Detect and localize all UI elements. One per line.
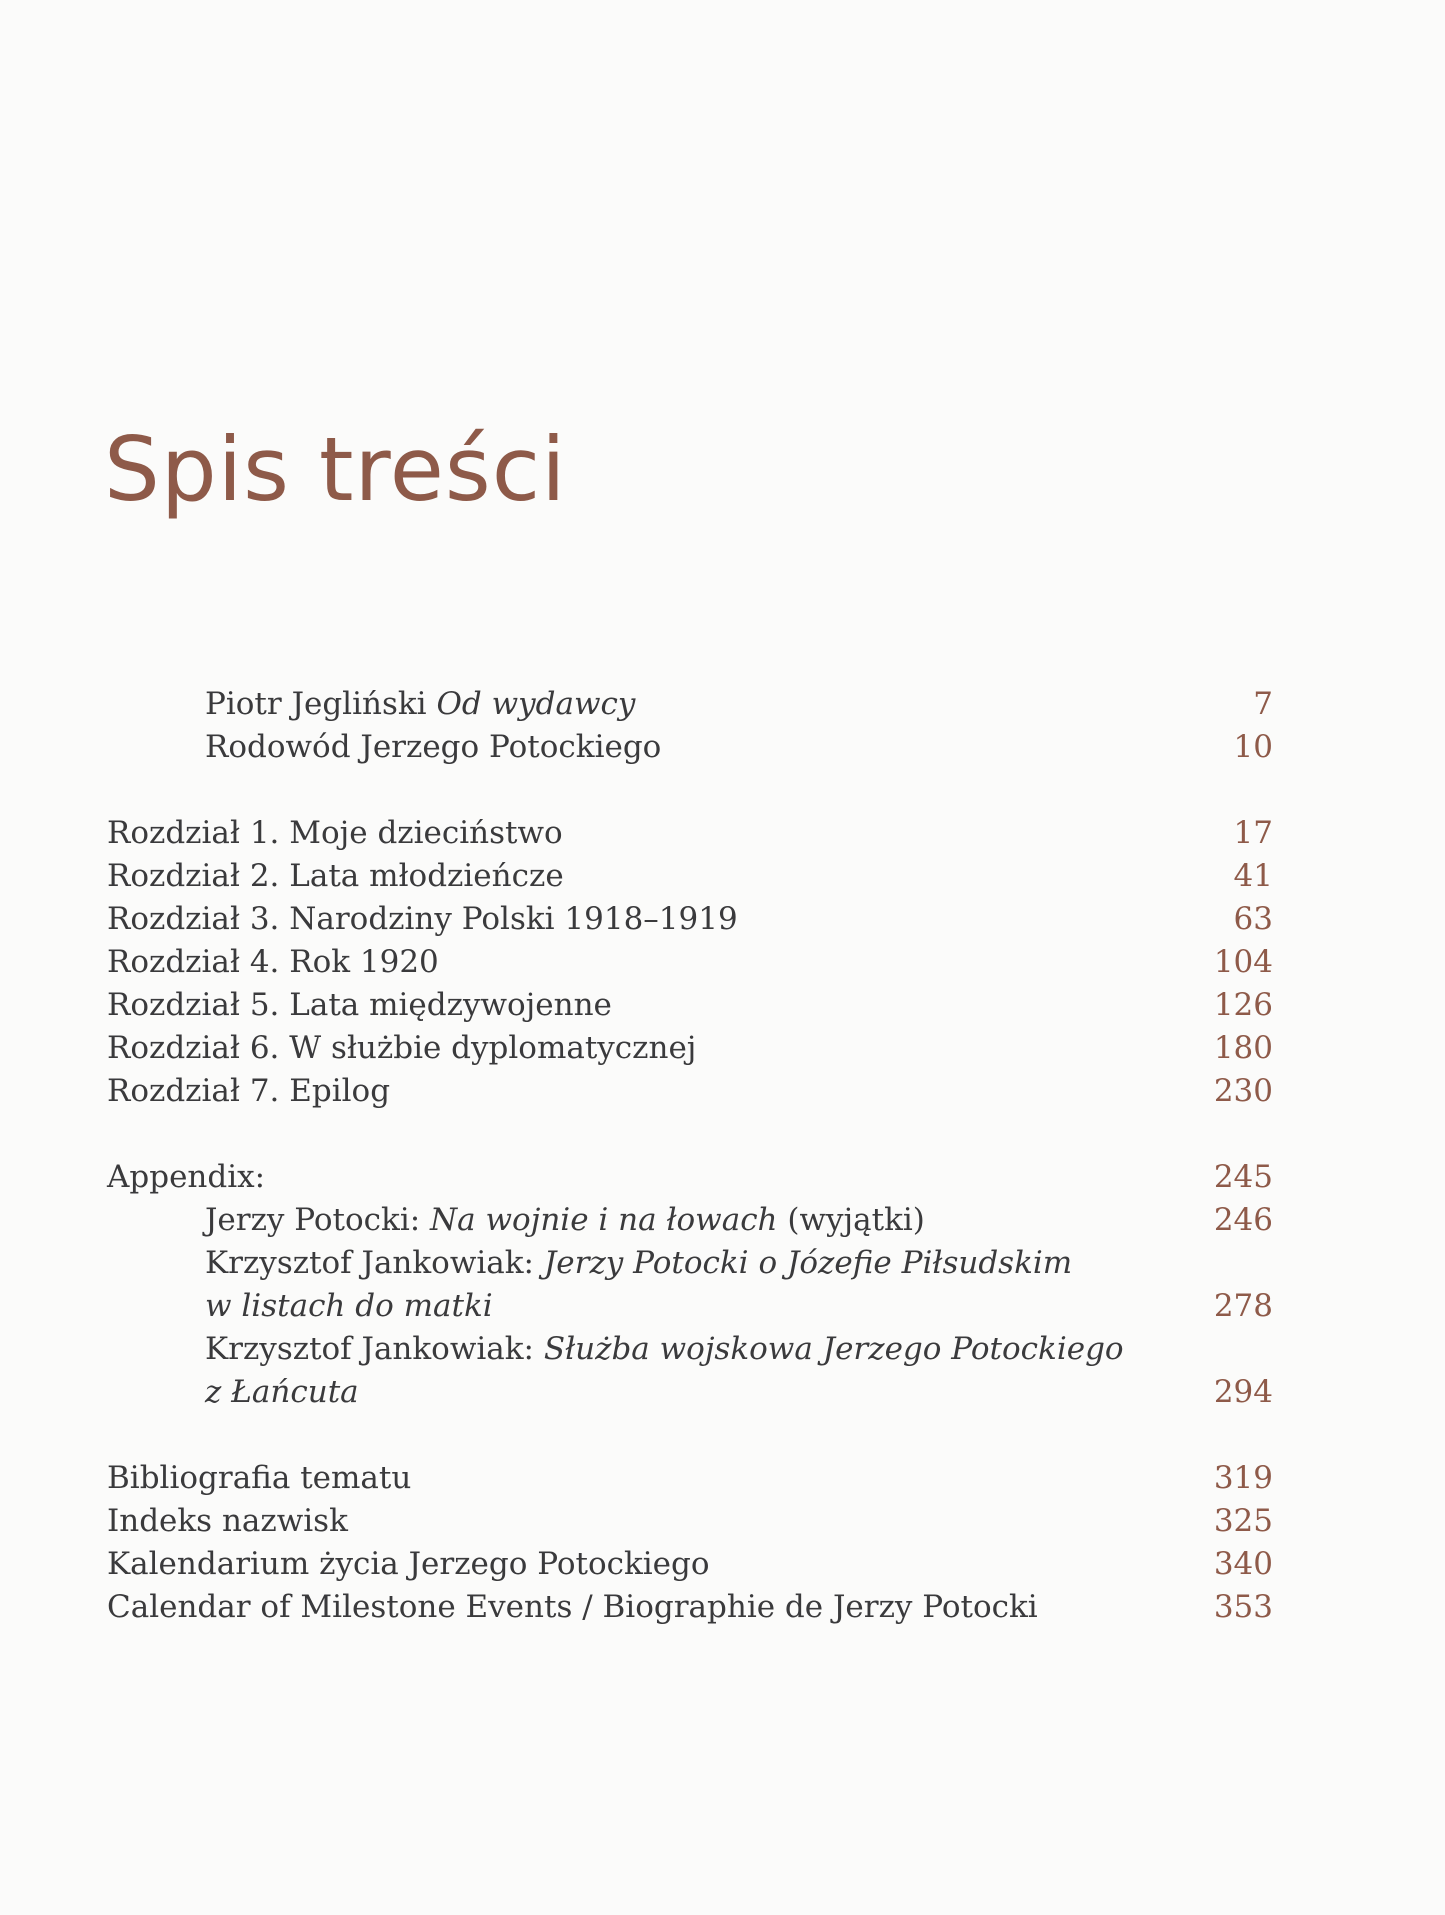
toc-entry-label: Kalendarium życia Jerzego Potockiego xyxy=(107,1546,710,1582)
toc-entry xyxy=(0,941,1445,984)
toc-entry xyxy=(0,898,1445,941)
toc-entry xyxy=(0,1543,1445,1586)
toc-entry xyxy=(0,1457,1445,1500)
toc-entry-label: Calendar of Milestone Events / Biographie de Jerzy Potocki xyxy=(107,1589,1038,1625)
toc-page-number: 104 xyxy=(1213,944,1273,980)
toc-page-number: 126 xyxy=(1213,987,1273,1023)
toc-entry-label: Appendix: xyxy=(107,1159,266,1195)
toc-page-number: 230 xyxy=(1213,1073,1273,1109)
toc-page-number: 180 xyxy=(1213,1030,1273,1066)
toc-entry-label: Rozdział 7. Epilog xyxy=(107,1073,391,1109)
toc-entry-label: Bibliografia tematu xyxy=(107,1460,412,1496)
toc-entry-label: Rozdział 1. Moje dzieciństwo xyxy=(107,815,563,851)
toc-page-number: 325 xyxy=(1213,1503,1273,1539)
toc-entry-label: Rozdział 3. Narodziny Polski 1918–1919 xyxy=(107,901,738,937)
toc-entry-label: Rozdział 5. Lata międzywojenne xyxy=(107,987,612,1023)
toc-entry xyxy=(0,1156,1445,1199)
toc-entry xyxy=(0,1328,1445,1371)
toc-entry xyxy=(0,1586,1445,1629)
toc-page-number: 353 xyxy=(1213,1589,1273,1625)
toc-page-number: 340 xyxy=(1213,1546,1273,1582)
toc-entry-label: Krzysztof Jankowiak: Służba wojskowa Jerzego Potockiego xyxy=(205,1331,1124,1367)
toc-page-number: 17 xyxy=(1233,815,1273,851)
toc-entry xyxy=(0,683,1445,726)
toc-page-number: 63 xyxy=(1233,901,1273,937)
toc-entry-label: Rodowód Jerzego Potockiego xyxy=(205,729,662,765)
toc-entry-label: w listach do matki xyxy=(205,1288,493,1324)
toc-entry-label: Rozdział 6. W służbie dyplomatycznej xyxy=(107,1030,697,1066)
toc-page-number: 246 xyxy=(1213,1202,1273,1238)
toc-entry xyxy=(0,1242,1445,1285)
toc-entry-label: Indeks nazwisk xyxy=(107,1503,348,1539)
toc-entry-label: Piotr Jegliński Od wydawcy xyxy=(205,686,636,722)
toc-entry-label: Rozdział 4. Rok 1920 xyxy=(107,944,439,980)
toc-page-number: 245 xyxy=(1213,1159,1273,1195)
toc-entry xyxy=(0,855,1445,898)
toc-entry-label: Jerzy Potocki: Na wojnie i na łowach (wyjątki) xyxy=(205,1202,925,1238)
toc-page-number: 10 xyxy=(1233,729,1273,765)
toc-entry xyxy=(0,812,1445,855)
toc-entry xyxy=(0,1027,1445,1070)
toc-entry-continued xyxy=(0,1285,1445,1328)
toc-entry-label: Krzysztof Jankowiak: Jerzy Potocki o Józefie Piłsudskim xyxy=(205,1245,1073,1281)
toc-page-number: 278 xyxy=(1213,1288,1273,1324)
page-title: Spis treści xyxy=(104,418,567,521)
toc-entry xyxy=(0,984,1445,1027)
toc-page-number: 7 xyxy=(1253,686,1273,722)
toc-entry-label: Rozdział 2. Lata młodzieńcze xyxy=(107,858,564,894)
toc-entry xyxy=(0,726,1445,769)
toc-entry-label: z Łańcuta xyxy=(205,1374,359,1410)
toc-entry xyxy=(0,1199,1445,1242)
toc-page-number: 319 xyxy=(1213,1460,1273,1496)
toc-page-number: 41 xyxy=(1233,858,1273,894)
toc-entry xyxy=(0,1500,1445,1543)
toc-entry xyxy=(0,1070,1445,1113)
toc-entry-continued xyxy=(0,1371,1445,1414)
toc-page-number: 294 xyxy=(1213,1374,1273,1410)
